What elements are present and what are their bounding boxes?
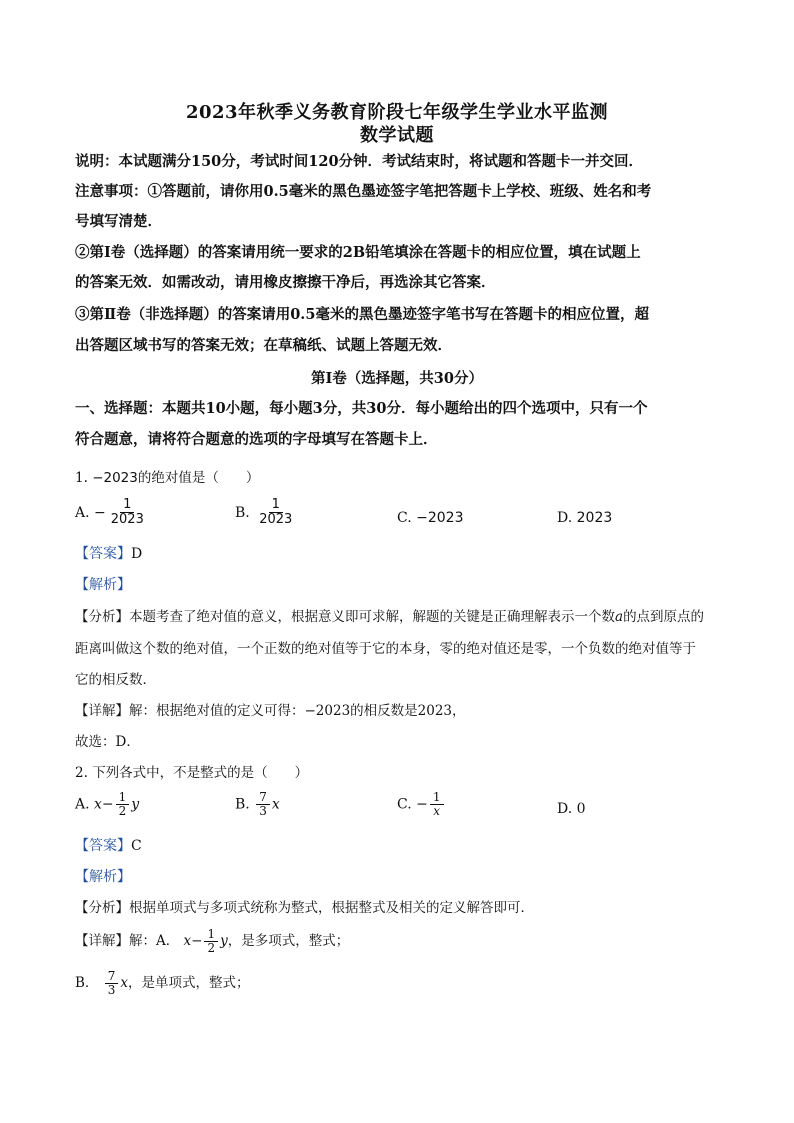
- q1-option-d: D. 2023: [557, 510, 613, 526]
- q2-option-c: C. − $\frac{1}{x}$: [397, 791, 446, 818]
- analysis-line: 【分析】本题考查了绝对值的意义，根据意义即可求解，解题的关键是正确理解表示一个数a的点到原点的: [75, 609, 705, 625]
- exam-subtitle: 数学试题: [360, 125, 434, 146]
- math-expression: −2023: [92, 470, 138, 486]
- q2-option-b: B. $\frac{7}{3}$ x: [235, 790, 280, 819]
- fraction: $\frac{1}{2}$: [204, 928, 218, 955]
- question-text: 下列各式中，不是整式的是（ ）: [92, 765, 309, 781]
- answer-line: [75, 546, 725, 563]
- fraction: $\frac{1}{x}$: [430, 791, 444, 818]
- instruction-line: ②第Ⅰ卷（选择题）的答案请用统一要求的2B铅笔填涂在答题卡的相应位置，填在试题上: [75, 244, 641, 261]
- question-text: 的绝对值是（ ）: [137, 470, 260, 486]
- answer-value: D: [131, 546, 143, 562]
- instruction-line: 注意事项：①答题前，请你用0.5毫米的黑色墨迹签字笔把答题卡上学校、班级、姓名和考: [75, 183, 652, 200]
- section-intro: 符合题意，请将符合题意的选项的字母填写在答题卡上．: [75, 431, 438, 448]
- answer-tag: 【答案】: [75, 838, 131, 854]
- q2-option-d: D. 0: [557, 801, 586, 817]
- q1-option-b: B. $\frac{1}{2023}$: [235, 498, 297, 528]
- fenxi-tag: 【分析】: [75, 609, 129, 625]
- fraction: $\frac{1}{2}$: [116, 791, 130, 818]
- answer-line: [75, 838, 725, 855]
- answer-value: C: [131, 838, 142, 854]
- instruction-line: 号填写清楚．: [75, 213, 162, 230]
- choose-line: 故选：D．: [75, 734, 140, 750]
- detail-line: 【详解】解：根据绝对值的定义可得：−2023的相反数是2023，: [75, 703, 466, 719]
- question-1-stem: [75, 470, 725, 486]
- fraction: $\frac{1}{2023}$: [110, 497, 144, 528]
- analysis-line: 它的相反数．: [75, 672, 156, 688]
- q1-option-a: A. − $\frac{1}{2023}$: [75, 498, 149, 528]
- analysis-line: 【分析】根据单项式与多项式统称为整式，根据整式及相关的定义解答即可．: [75, 900, 534, 916]
- analysis-tag: 【解析】: [75, 577, 131, 593]
- section-intro: 一、选择题：本题共10小题，每小题3分，共30分．每小题给出的四个选项中，只有一个: [75, 400, 648, 417]
- instruction-line: 的答案无效．如需改动，请用橡皮擦擦干净后，再选涂其它答案．: [75, 274, 496, 291]
- detail-tag: 【详解】: [75, 703, 129, 719]
- question-2-stem: [75, 765, 725, 781]
- instruction-line: ③第Ⅱ卷（非选择题）的答案请用0.5毫米的黑色墨迹签字笔书写在答题卡的相应位置，超: [75, 306, 649, 323]
- question-number: 2.: [75, 765, 88, 781]
- analysis-line: 距离叫做这个数的绝对值，一个正数的绝对值等于它的本身，零的绝对值还是零，一个负数的绝对值等于: [75, 641, 696, 657]
- answer-tag: 【答案】: [75, 546, 131, 562]
- question-number: 1.: [75, 470, 88, 486]
- section-heading: 第Ⅰ卷（选择题，共30分）: [311, 370, 483, 387]
- instruction-line: 出答题区域书写的答案无效；在草稿纸、试题上答题无效．: [75, 337, 452, 354]
- analysis-tag: 【解析】: [75, 869, 131, 885]
- q1-option-c: C. −2023: [397, 510, 464, 526]
- detail-line: 【详解】解：A． x− $\frac{1}{2}$ y，是多项式，整式；: [75, 927, 350, 956]
- fraction: $\frac{1}{2023}$: [259, 497, 293, 528]
- exam-title: 2023年秋季义务教育阶段七年级学生学业水平监测: [185, 102, 609, 123]
- fenxi-tag: 【分析】: [75, 900, 129, 916]
- q2-option-a: A. x− $\frac{1}{2}$ y: [75, 790, 140, 819]
- fraction: $\frac{7}{3}$: [105, 970, 119, 997]
- fraction: $\frac{7}{3}$: [256, 791, 270, 818]
- detail-line: B． $\frac{7}{3}$ x，是单项式，整式；: [75, 969, 250, 998]
- detail-tag: 【详解】: [75, 933, 129, 950]
- instruction-line: 说明：本试题满分150分，考试时间120分钟．考试结束时，将试题和答题卡一并交回．: [75, 153, 644, 170]
